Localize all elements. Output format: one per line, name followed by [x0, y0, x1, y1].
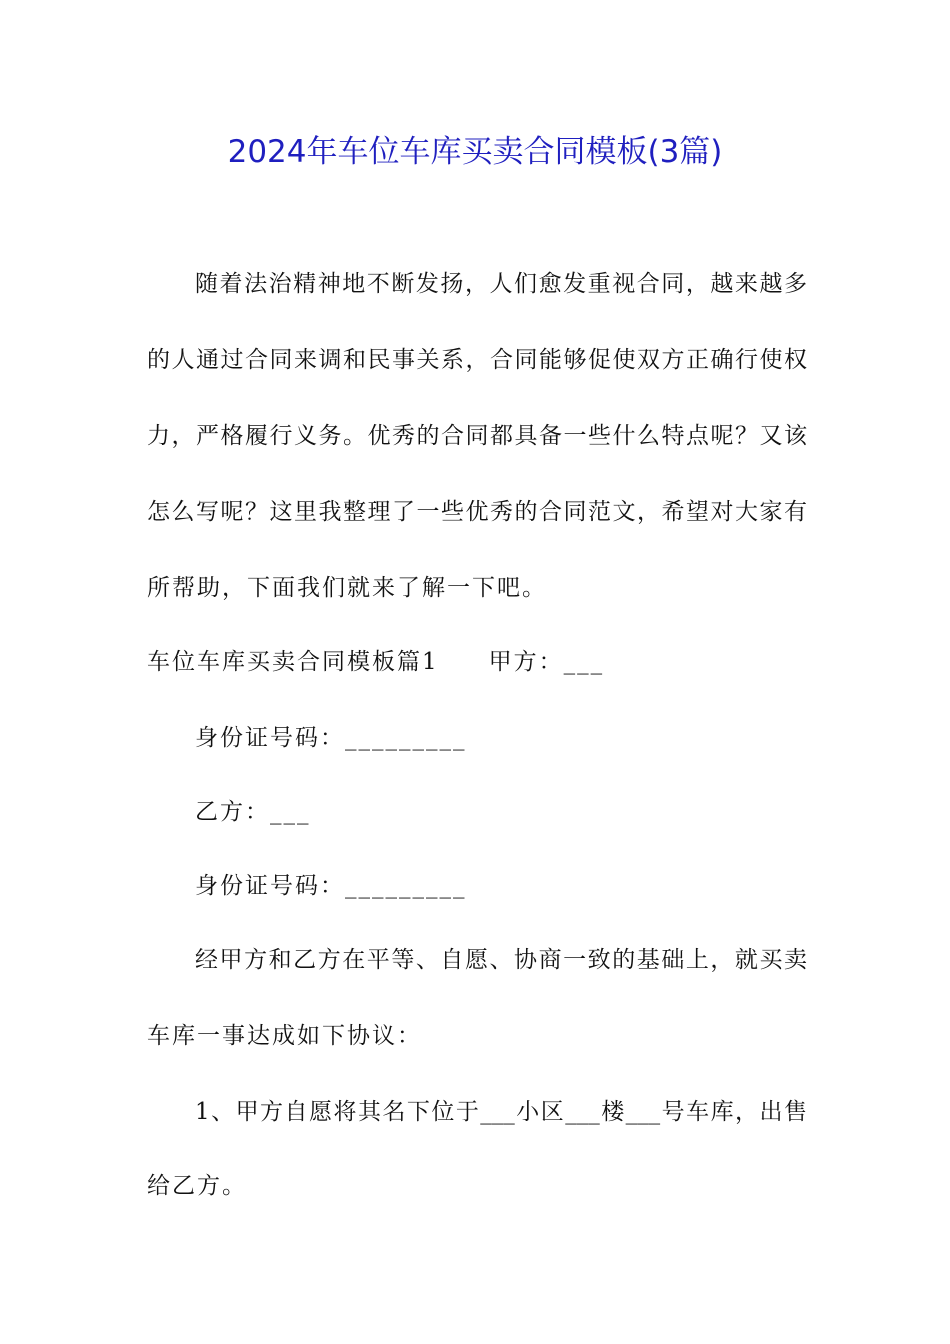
- party-b-field: 乙方：___: [195, 799, 311, 825]
- intro-line-4: 怎么写呢？这里我整理了一些优秀的合同范文，希望对大家有: [147, 499, 807, 525]
- clause-1-line-1: 1、甲方自愿将其名下位于___小区___楼___号车库，出售: [195, 1099, 807, 1125]
- agreement-line-1: 经甲方和乙方在平等、自愿、协商一致的基础上，就买卖: [195, 947, 807, 973]
- section-heading-row: [147, 646, 807, 678]
- section-heading: 车位车库买卖合同模板篇1: [147, 649, 439, 675]
- intro-line-1: 随着法治精神地不断发扬，人们愈发重视合同，越来越多: [195, 271, 807, 297]
- id-b-field: 身份证号码：_________: [195, 873, 467, 899]
- clause-1-line-2: 给乙方。: [147, 1173, 247, 1199]
- intro-line-5: 所帮助，下面我们就来了解一下吧。: [147, 575, 547, 601]
- id-a-field: 身份证号码：_________: [195, 725, 467, 751]
- document-title: 2024年车位车库买卖合同模板(3篇): [227, 134, 723, 170]
- intro-line-3: 力，严格履行义务。优秀的合同都具备一些什么特点呢？又该: [147, 423, 807, 449]
- party-a-field: 甲方：___: [488, 649, 605, 675]
- agreement-line-2: 车库一事达成如下协议：: [147, 1023, 422, 1049]
- intro-line-2: 的人通过合同来调和民事关系，合同能够促使双方正确行使权: [147, 347, 807, 373]
